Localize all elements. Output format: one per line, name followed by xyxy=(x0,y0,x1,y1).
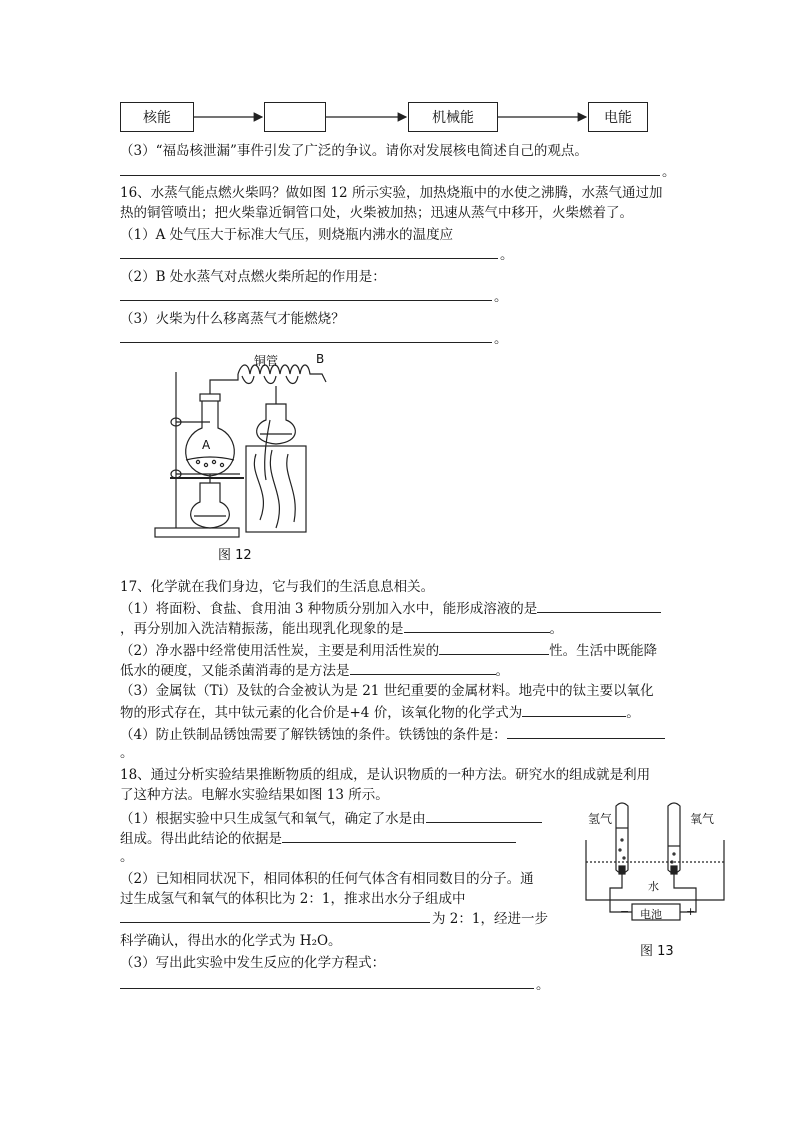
q17-part1-line2 xyxy=(120,618,563,638)
q17-part2-line1 xyxy=(120,640,657,660)
fig13-caption: 图 13 xyxy=(640,944,674,959)
q16-part1-answer-line[interactable] xyxy=(120,258,498,259)
q16-part2: （2）B 处水蒸气对点燃火柴所起的作用是： xyxy=(120,269,386,285)
q16-part3-end: 。 xyxy=(494,331,508,347)
fig13-label-oxygen: 氧气 xyxy=(690,812,715,826)
q16-part3-answer-line[interactable] xyxy=(120,342,492,343)
q17-part2-text-c: 低水的硬度，又能杀菌消毒的是方法是 xyxy=(120,663,350,679)
q18-part3-end: 。 xyxy=(536,977,550,993)
q18-part2-line4: 科学确认，得出水的化学式为 H₂O。 xyxy=(120,933,342,949)
q16-part2-answer-line[interactable] xyxy=(120,300,492,301)
q18-part1-end: 。 xyxy=(120,849,134,865)
q17-part1-blank1[interactable] xyxy=(537,598,661,613)
q18-part1-blank2[interactable] xyxy=(282,828,516,843)
q17-part2-blank2[interactable] xyxy=(350,660,496,675)
q17-part2-end: 。 xyxy=(495,663,509,679)
q17-part2-blank1[interactable] xyxy=(439,640,549,655)
q17-part4-blank[interactable] xyxy=(507,724,665,739)
q18-part2-line1: （2）已知相同状况下，相同体积的任何气体含有相同数目的分子。通 xyxy=(120,871,534,887)
fig12-label-b: B xyxy=(316,352,325,366)
fig13-label-water: 水 xyxy=(648,880,659,893)
q17-intro: 17、化学就在我们身边，它与我们的生活息息相关。 xyxy=(120,579,435,595)
q18-part2-line2: 过生成氢气和氧气的体积比为 2：1，推求出水分子组成中 xyxy=(120,891,466,907)
q15-part3: （3）“福岛核泄漏”事件引发了广泛的争议。请你对发展核电简述自己的观点。 xyxy=(120,143,588,159)
q16-part1-end: 。 xyxy=(500,247,514,263)
q17-part1-line1 xyxy=(120,598,661,618)
q16-part3: （3）火柴为什么移离蒸气才能燃烧？ xyxy=(120,311,345,327)
q17-part2-text-b: 性。生活中既能降 xyxy=(549,643,658,659)
q18-part2-blank[interactable] xyxy=(120,922,430,923)
q17-part3-blank[interactable] xyxy=(522,702,626,717)
q18-intro-line1: 18、通过分析实验结果推断物质的组成，是认识物质的一种方法。研究水的组成就是利用 xyxy=(120,767,651,783)
q18-part1-text-b: 组成。得出此结论的依据是 xyxy=(120,831,282,847)
flow-arrows xyxy=(0,0,794,140)
figure-12-steam-apparatus xyxy=(150,350,350,570)
q17-part1-end: 。 xyxy=(549,621,563,637)
fig13-label-plus: + xyxy=(686,905,696,918)
q15-answer-line[interactable] xyxy=(120,175,660,176)
fig12-label-copper-tube: 铜管 xyxy=(254,354,279,368)
q18-intro-line2: 了这种方法。电解水实验结果如图 13 所示。 xyxy=(120,787,389,803)
q16-intro-line1: 16、水蒸气能点燃火柴吗？做如图 12 所示实验，加热烧瓶中的水使之沸腾，水蒸气通过加 xyxy=(120,185,663,201)
q17-part2-text-a: （2）净水器中经常使用活性炭，主要是利用活性炭的 xyxy=(120,643,440,659)
q18-part3: （3）写出此实验中发生反应的化学方程式： xyxy=(120,955,386,971)
q17-part1-text-b: ，再分别加入洗洁精振荡，能出现乳化现象的是 xyxy=(120,621,404,637)
q17-part3-text-b: 物的形式存在，其中钛元素的化合价是+4 价，该氧化物的化学式为 xyxy=(120,705,523,721)
q18-part2-line3-tail: 为 2：1，经进一步 xyxy=(432,911,548,927)
flow-box-mechanical: 机械能 xyxy=(408,102,498,132)
q16-part2-end: 。 xyxy=(494,289,508,305)
q17-part2-line2 xyxy=(120,660,509,680)
q17-part3-end: 。 xyxy=(626,705,640,721)
q17-part1-blank2[interactable] xyxy=(404,618,550,633)
q18-part1-text-a: （1）根据实验中只生成氢气和氧气，确定了水是由 xyxy=(120,811,426,827)
q18-part1-line1 xyxy=(120,808,542,828)
q17-part1-text-a: （1）将面粉、食盐、食用油 3 种物质分别加入水中，能形成溶液的是 xyxy=(120,601,538,617)
q17-part4-end: 。 xyxy=(120,745,134,761)
fig12-caption: 图 12 xyxy=(218,548,252,563)
q17-part3-line1: （3）金属钛（Ti）及钛的合金被认为是 21 世纪重要的金属材料。地壳中的钛主要以氧化 xyxy=(120,683,654,699)
q17-part4-line xyxy=(120,724,665,744)
fig13-label-minus: − xyxy=(620,905,630,918)
q18-part1-line2 xyxy=(120,828,516,848)
flow-box-electric: 电能 xyxy=(588,102,648,132)
fig13-label-battery: 电池 xyxy=(640,908,662,921)
fig13-label-hydrogen: 氢气 xyxy=(588,812,613,826)
q17-part3-line2 xyxy=(120,702,640,722)
q17-part4-text: （4）防止铁制品锈蚀需要了解铁锈蚀的条件。铁锈蚀的条件是： xyxy=(120,727,507,743)
q15-end-mark: 。 xyxy=(662,164,676,180)
q16-intro-line2: 热的铜管喷出；把火柴靠近铜管口处，火柴被加热；迅速从蒸气中移开，火柴燃着了。 xyxy=(120,205,633,221)
flow-box-nuclear: 核能 xyxy=(120,102,194,132)
q18-part3-answer-line[interactable] xyxy=(120,988,534,989)
fig12-label-a: A xyxy=(202,438,211,452)
q16-part1: （1）A 处气压大于标准大气压，则烧瓶内沸水的温度应 xyxy=(120,227,454,243)
q18-part1-blank1[interactable] xyxy=(426,808,542,823)
